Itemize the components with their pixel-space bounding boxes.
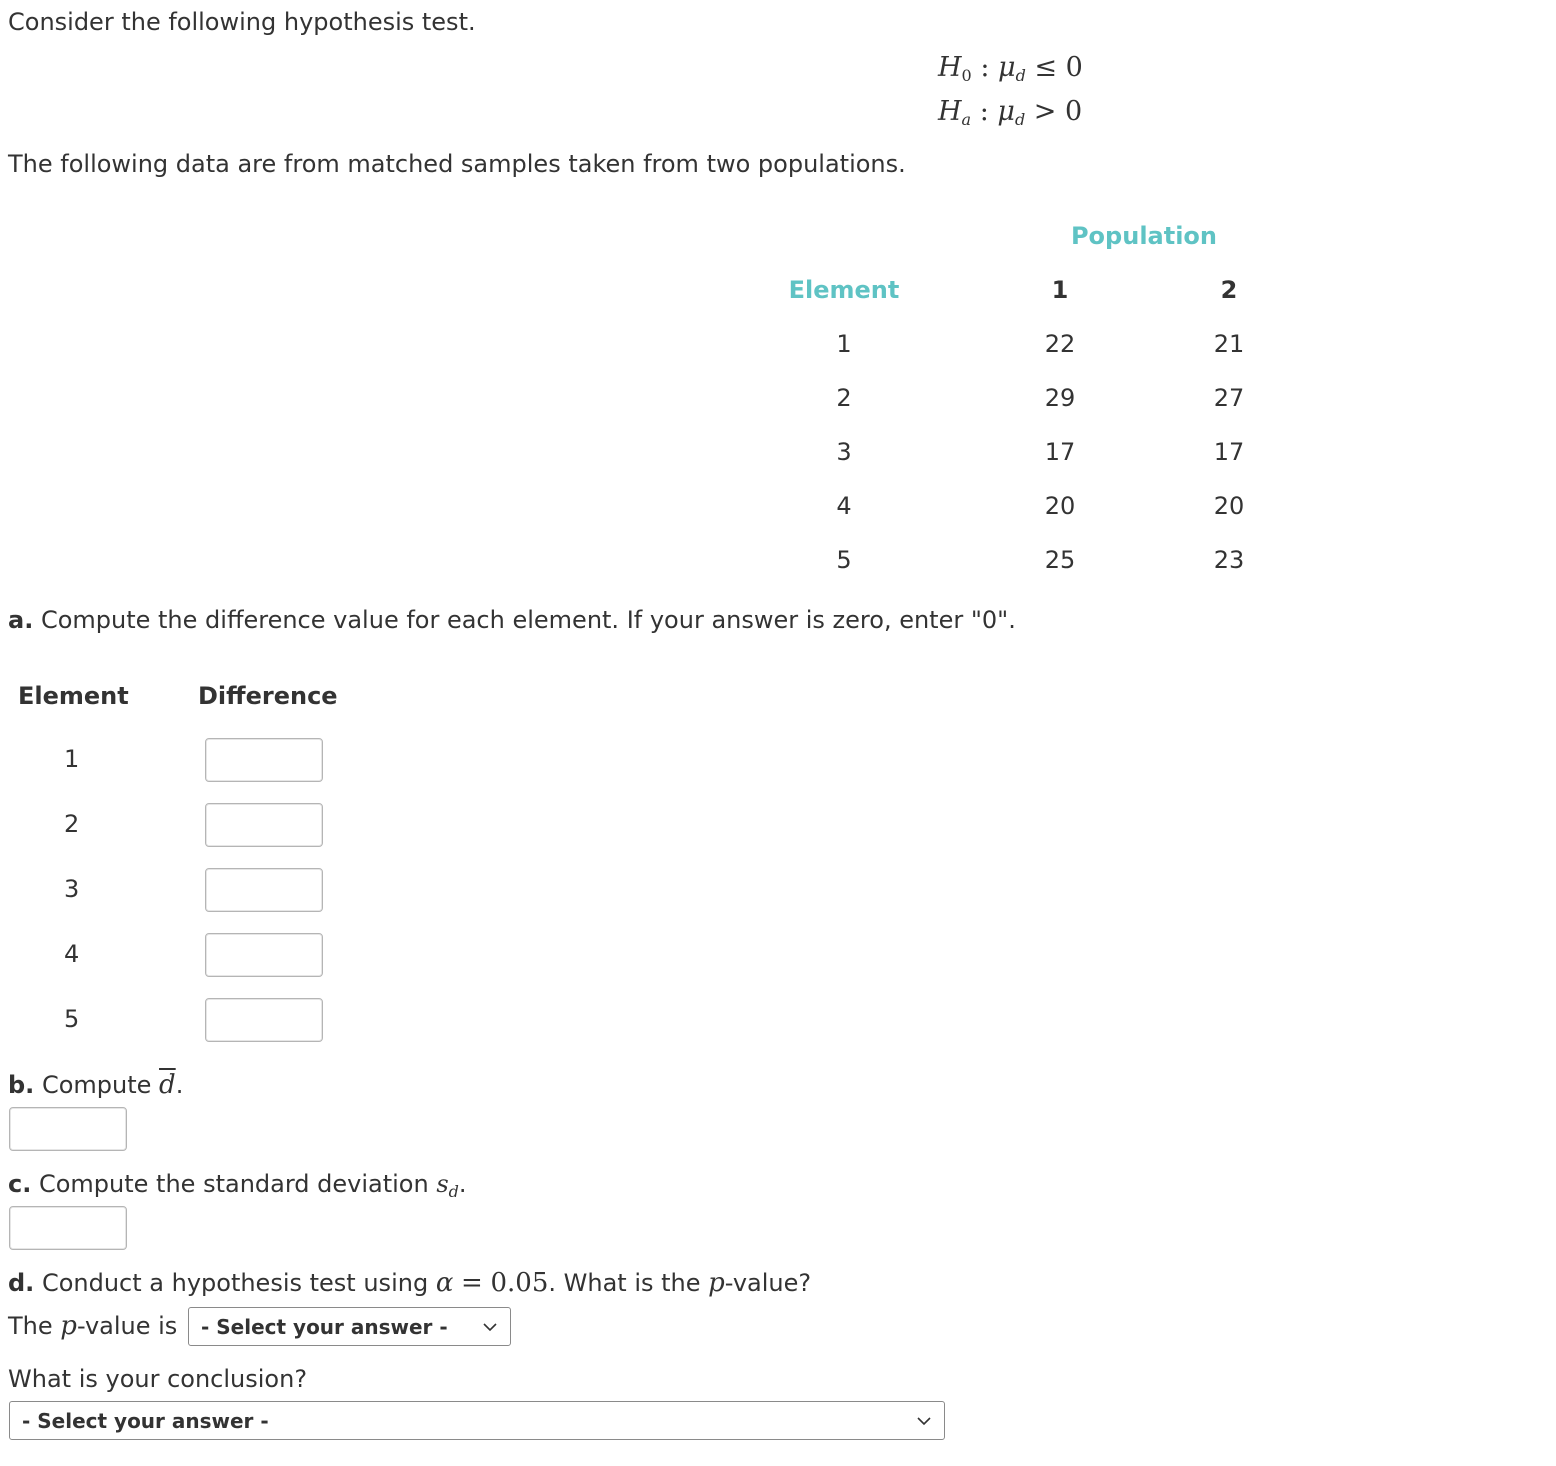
alternative-hypothesis: $H_a$ : $\mu_d > 0$ [938, 96, 1083, 129]
pop2-header: 2 [1220, 276, 1238, 304]
table-pop1-cell: 20 [1044, 492, 1076, 520]
intro-text: Consider the following hypothesis test. [8, 8, 476, 36]
difference-row-label: 1 [64, 745, 80, 773]
table-element-cell: 3 [836, 438, 852, 466]
difference-input-1[interactable] [205, 738, 323, 782]
table-pop1-cell: 17 [1044, 438, 1076, 466]
table-pop2-cell: 27 [1213, 384, 1245, 412]
population-header: Population [1070, 222, 1218, 250]
part-b-prompt: b. Compute $\overline{d}$. [8, 1070, 184, 1100]
null-hypothesis: $H_0$ : $\mu_d \le 0$ [938, 52, 1083, 85]
table-pop2-cell: 21 [1213, 330, 1245, 358]
data-intro-text: The following data are from matched samples taken from two populations. [8, 150, 906, 178]
table-pop2-cell: 20 [1213, 492, 1245, 520]
table-pop2-cell: 17 [1213, 438, 1245, 466]
difference-row-label: 2 [64, 810, 80, 838]
table-element-cell: 5 [836, 546, 852, 574]
difference-header: Difference [198, 682, 338, 710]
table-pop1-cell: 22 [1044, 330, 1076, 358]
table-pop1-cell: 25 [1044, 546, 1076, 574]
d-bar-symbol: $\overline{d}$ [159, 1070, 176, 1100]
table-pop2-cell: 23 [1213, 546, 1245, 574]
part-a-prompt: a. Compute the difference value for each element. If your answer is zero, enter "0". [8, 606, 1016, 634]
difference-input-5[interactable] [205, 998, 323, 1042]
difference-input-3[interactable] [205, 868, 323, 912]
conclusion-select[interactable]: - Select your answer - [9, 1401, 945, 1440]
std-dev-input[interactable] [9, 1206, 127, 1250]
part-d-prompt: d. Conduct a hypothesis test using α = 0.05. What is the p-value? [8, 1268, 812, 1298]
conclusion-question: What is your conclusion? [8, 1365, 308, 1393]
part-c-prompt: c. Compute the standard deviation $s_d$. [8, 1170, 467, 1201]
pop1-header: 1 [1051, 276, 1069, 304]
chevron-down-icon [482, 1318, 498, 1336]
table-pop1-cell: 29 [1044, 384, 1076, 412]
table-element-cell: 2 [836, 384, 852, 412]
difference-input-2[interactable] [205, 803, 323, 847]
d-bar-input[interactable] [9, 1107, 127, 1151]
table-element-cell: 1 [836, 330, 852, 358]
pvalue-label: The p-value is [8, 1311, 178, 1341]
difference-row-label: 5 [64, 1005, 80, 1033]
pvalue-select[interactable]: - Select your answer - [188, 1307, 511, 1346]
chevron-down-icon [916, 1412, 932, 1430]
difference-element-header: Element [18, 682, 129, 710]
difference-input-4[interactable] [205, 933, 323, 977]
element-header: Element [788, 276, 900, 304]
difference-row-label: 4 [64, 940, 80, 968]
difference-row-label: 3 [64, 875, 80, 903]
table-element-cell: 4 [836, 492, 852, 520]
